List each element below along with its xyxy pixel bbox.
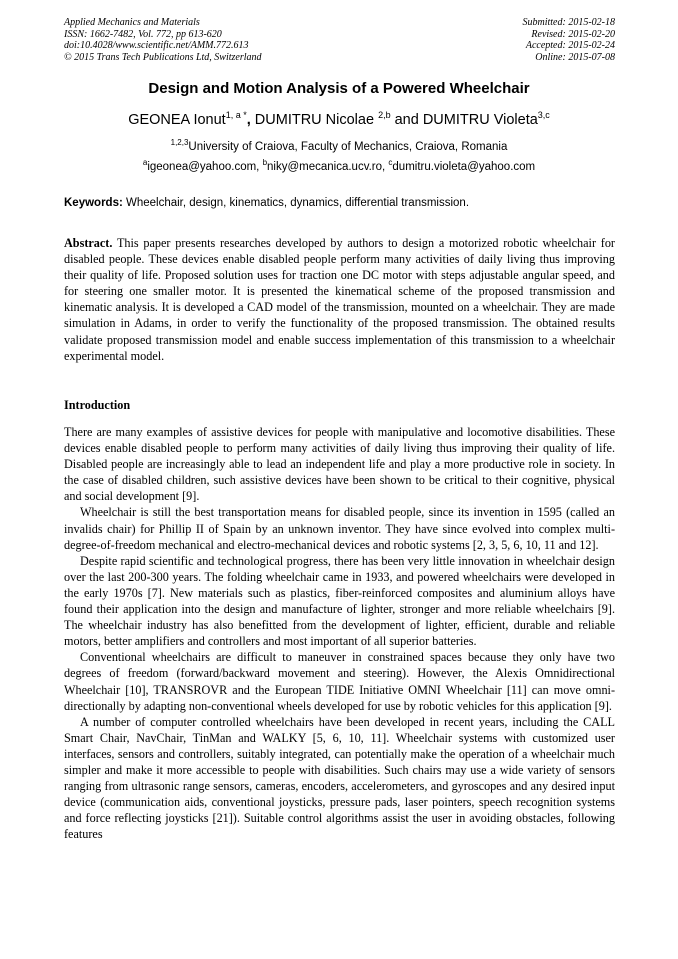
submission-dates (523, 17, 616, 63)
email-separator: , (382, 161, 389, 173)
email-separator: , (256, 161, 263, 173)
author-separator: and (390, 112, 423, 128)
affiliation (0, 138, 678, 153)
paragraph: Wheelchair is still the best transportation means for disabled people, since its invention in 1595 (called an invalids chair) for Phillip II of Spain by an unknown inventor. They have since evolved into complex multi-degree-of-freedom mechanical and electro-mechanical devices and robotic systems [2, 3, 5, 6, 10, 11 and 12]. (64, 505, 615, 552)
author-affiliation-mark: 2,b (378, 110, 391, 121)
affiliation-text: University of Craiova, Faculty of Mechanics, Craiova, Romania (188, 141, 508, 153)
email-address: igeonea@yahoo.com (147, 161, 257, 173)
affiliation-mark: 1,2,3 (170, 138, 189, 148)
keywords-label: Keywords: (64, 197, 123, 209)
author-name: DUMITRU Violeta (422, 112, 538, 128)
author-list (0, 112, 678, 128)
author-name: DUMITRU Nicolae (254, 112, 379, 128)
email-mark: a (142, 158, 148, 168)
keywords (64, 197, 615, 209)
email-mark: b (262, 158, 268, 168)
date-submitted: Submitted: 2015-02-18 (522, 17, 615, 28)
date-revised: Revised: 2015-02-20 (531, 28, 615, 40)
date-online: Online: 2015-07-08 (535, 51, 615, 63)
journal-name: Applied Mechanics and Materials (64, 17, 200, 28)
section-heading-introduction: Introduction (64, 398, 131, 412)
email-address: niky@mecanica.ucv.ro (267, 161, 383, 173)
author-affiliation-mark: 1, a * (225, 110, 247, 121)
keywords-text: Wheelchair, design, kinematics, dynamics, differential transmission. (122, 197, 470, 209)
email-list (0, 158, 678, 173)
author-separator: , (246, 112, 255, 128)
journal-doi: doi:10.4028/www.scientific.net/AMM.772.613 (64, 40, 249, 51)
paragraph: A number of computer controlled wheelchairs have been developed in recent years, including the CALL Smart Chair, NavChair, TinMan and WALKY [5, 6, 10, 11]. Wheelchair systems with customized user interfaces, sensors and controllers, suitably integrated, can potentially make the operation of a wheelchair much simpler and make it more accessible to people with disabilities. Such chairs may use a wide variety of sensors ranging from ultrasonic range sensors, cameras, encoders, accelerometers, and gyroscopes and any desired input device (communication aids, conventional joysticks, pressure pads, laser pointers, speech recognition systems and force reflecting joysticks [21]). Suitable control algorithms assist the user in avoiding obstacles, following features (64, 714, 615, 842)
email-address: dumitru.violeta@yahoo.com (392, 161, 536, 173)
author-name: GEONEA Ionut (128, 112, 226, 128)
journal-info (64, 17, 262, 63)
journal-issn: ISSN: 1662-7482, Vol. 772, pp 613-620 (64, 28, 222, 40)
email-mark: c (388, 158, 393, 168)
abstract-text: This paper presents researches developed by authors to design a motorized robotic wheelchair for disabled people. These devices enable disabled people perform many activities of daily living thus improving their quality of life. Proposed solution uses for traction one DC motor with steps adjustable angular speed, and for steering one smaller motor. It is presented the kinematical scheme of the proposed transmission and kinematic analysis. It is developed a CAD model of the transmission, mounted on a wheelchair. They are made simulation in Adams, in order to verify the functionality of the proposed transmission. The obtained results validate proposed transmission model and enable success implementation of this transmission to a wheelchair experimental model. (64, 236, 615, 363)
abstract-label: Abstract. (64, 236, 113, 250)
abstract (64, 235, 615, 364)
date-accepted: Accepted: 2015-02-24 (525, 40, 615, 51)
journal-copyright: © 2015 Trans Tech Publications Ltd, Switzerland (64, 51, 262, 63)
author-affiliation-mark: 3,c (537, 110, 550, 121)
introduction-body (64, 424, 615, 842)
paragraph: There are many examples of assistive devices for people with manipulative and locomotive disabilities. These devices enable disabled people to perform many activities of daily living thus improving their quality of life. Disabled people are increasingly able to lead an independent life and play a more productive role in society. In the case of disabled children, such assistive devices have been shown to be critical to their cognitive, physical and social development [9]. (64, 425, 615, 504)
paragraph: Despite rapid scientific and technological progress, there has been very little innovation in wheelchair design over the last 200-300 years. The folding wheelchair came in 1933, and powered wheelchairs were developed in the early 1970s [7]. New materials such as plastics, fiber-reinforced composites and aluminium alloys have found their application into the design and manufacture of lighter, stronger and more reliable wheelchairs [9]. The wheelchair industry has also benefitted from the development of lighter, efficient, durable and reliable motors, better amplifiers and controllers and most important of all superior batteries. (64, 553, 615, 649)
paper-title: Design and Motion Analysis of a Powered Wheelchair (148, 80, 530, 97)
paragraph: Conventional wheelchairs are difficult to maneuver in constrained spaces because they only have two degrees of freedom (forward/backward movement and steering). However, the Alexis Omnidirectional Wheelchair [10], TRANSROVR and the European TIDE Initiative OMNI Wheelchair [11] can move omni-directionally by adapting non-conventional wheels developed for use by robotic vehicles for this application [9]. (64, 650, 615, 713)
